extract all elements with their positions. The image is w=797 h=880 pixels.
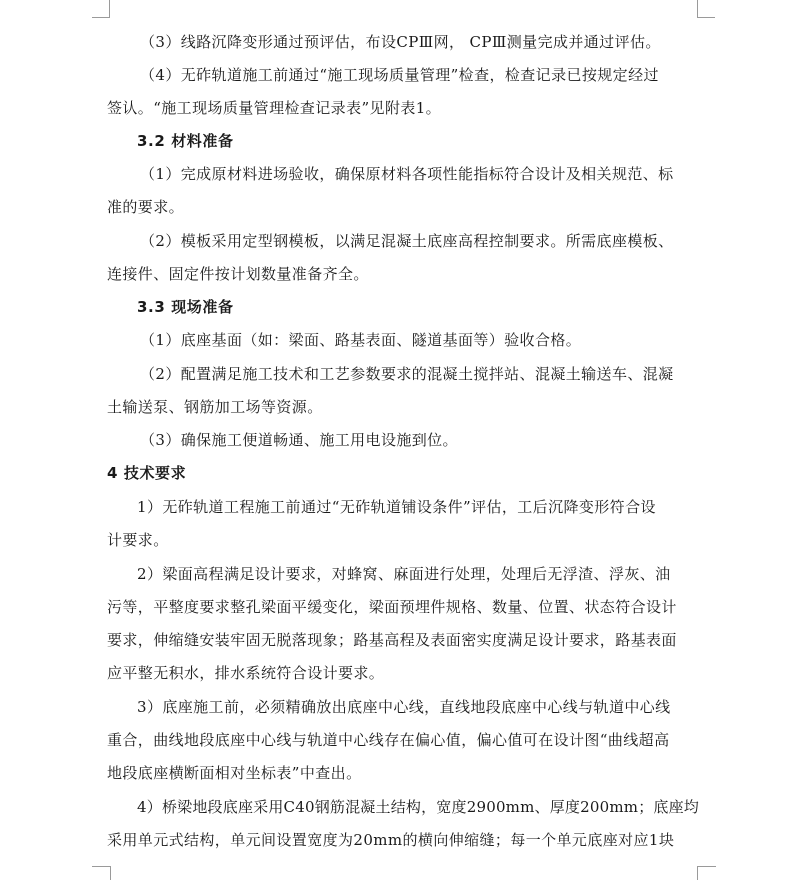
paragraph-line: （3）确保施工便道畅通、施工用电设施到位。 <box>140 431 458 449</box>
paragraph-line: （4）无砟轨道施工前通过“施工现场质量管理”检查，检查记录已按规定经过 <box>140 66 659 84</box>
paragraph-line: 准的要求。 <box>107 198 185 216</box>
paragraph-line: 应平整无积水，排水系统符合设计要求。 <box>107 664 385 682</box>
section-heading: 4 技术要求 <box>107 464 187 482</box>
paragraph-line: （1）完成原材料进场验收，确保原材料各项性能指标符合设计及相关规范、标 <box>140 165 674 183</box>
paragraph-line: 采用单元式结构，单元间设置宽度为20mm的横向伸缩缝；每一个单元底座对应1块 <box>107 831 675 849</box>
paragraph-line: 3）底座施工前，必须精确放出底座中心线，直线地段底座中心线与轨道中心线 <box>137 698 671 716</box>
page-corner-mark-bottom-right <box>697 866 716 880</box>
page-corner-mark-top-left <box>92 0 110 18</box>
paragraph-line: 4）桥梁地段底座采用C40钢筋混凝土结构，宽度2900mm、厚度200mm；底座均 <box>137 798 700 816</box>
paragraph-line: （2）模板采用定型钢模板，以满足混凝土底座高程控制要求。所需底座模板、 <box>140 232 674 250</box>
paragraph-line: 签认。“施工现场质量管理检查记录表”见附表1。 <box>107 99 442 117</box>
paragraph-line: 地段底座横断面相对坐标表”中查出。 <box>107 764 362 782</box>
paragraph-line: 2）梁面高程满足设计要求，对蜂窝、麻面进行处理，处理后无浮渣、浮灰、油 <box>137 565 671 583</box>
section-heading: 3.2 材料准备 <box>137 132 234 150</box>
page-corner-mark-bottom-left <box>92 866 111 880</box>
section-heading: 3.3 现场准备 <box>137 298 234 316</box>
paragraph-line: 计要求。 <box>107 531 169 549</box>
paragraph-line: 1）无砟轨道工程施工前通过“无砟轨道铺设条件”评估，工后沉降变形符合设 <box>137 498 656 516</box>
paragraph-line: （1）底座基面（如：梁面、路基表面、隧道基面等）验收合格。 <box>140 331 582 349</box>
paragraph-line: 污等，平整度要求整孔梁面平缓变化，梁面预埋件规格、数量、位置、状态符合设计 <box>107 598 677 616</box>
paragraph-line: 土输送泵、钢筋加工场等资源。 <box>107 398 323 416</box>
page-corner-mark-top-right <box>697 0 715 18</box>
paragraph-line: （3）线路沉降变形通过预评估，布设CPⅢ网， CPⅢ测量完成并通过评估。 <box>140 33 661 51</box>
paragraph-line: 要求，伸缩缝安装牢固无脱落现象；路基高程及表面密实度满足设计要求，路基表面 <box>107 631 677 649</box>
paragraph-line: （2）配置满足施工技术和工艺参数要求的混凝土搅拌站、混凝土输送车、混凝 <box>140 365 674 383</box>
paragraph-line: 重合，曲线地段底座中心线与轨道中心线存在偏心值，偏心值可在设计图“曲线超高 <box>107 731 670 749</box>
paragraph-line: 连接件、固定件按计划数量准备齐全。 <box>107 265 369 283</box>
